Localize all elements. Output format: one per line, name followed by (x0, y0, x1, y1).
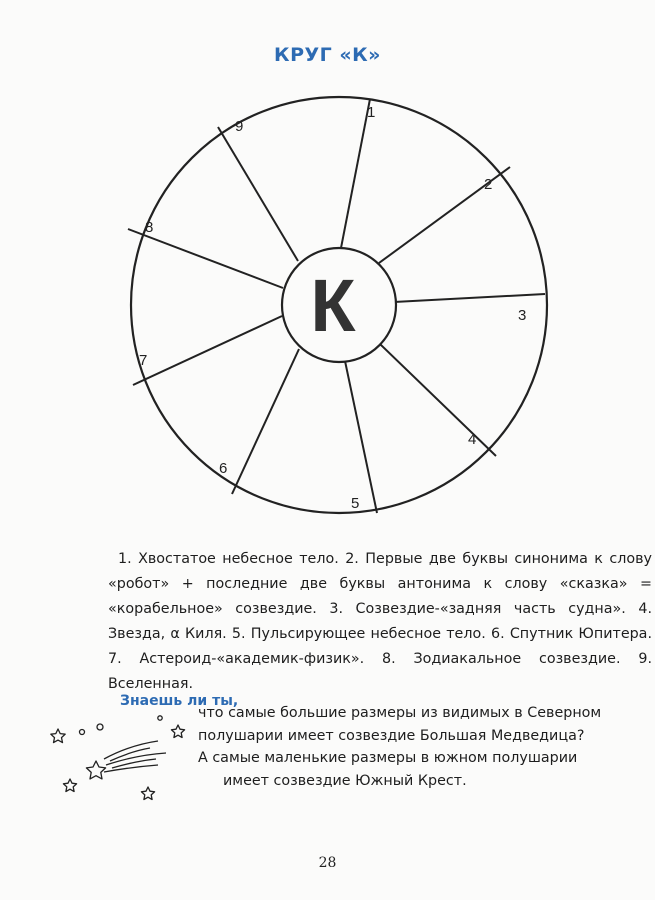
spoke (394, 294, 545, 302)
sector-number-2: 2 (484, 176, 493, 193)
sector-number-8: 8 (145, 219, 154, 236)
star-icon (141, 787, 154, 800)
spoke (133, 316, 282, 385)
dot-icon (97, 724, 103, 730)
spoke (218, 127, 298, 261)
dot-icon (158, 716, 162, 720)
did-you-know-text (198, 702, 643, 792)
fact-line: полушарии имеет созвездие Большая Медведица? (198, 727, 585, 744)
sector-number-7: 7 (139, 352, 148, 369)
spoke (380, 344, 496, 456)
spoke (232, 349, 299, 494)
shooting-star-illustration (40, 715, 190, 805)
sector-number-6: 6 (219, 460, 228, 477)
page-title: КРУГ «К» (274, 44, 381, 66)
spoke (128, 229, 283, 288)
fact-line: имеет созвездие Южный Крест. (223, 772, 467, 789)
sector-number-5: 5 (351, 495, 360, 512)
fact-line: что самые большие размеры из видимых в Северном (198, 705, 602, 721)
sector-number-9: 9 (235, 118, 244, 135)
star-icon (171, 725, 184, 738)
fact-line: А самые маленькие размеры в южном полушарии (198, 750, 578, 766)
spoke (345, 361, 377, 513)
star-icon (51, 729, 65, 743)
dot-icon (80, 730, 85, 735)
sector-number-4: 4 (468, 431, 477, 448)
clues-text (108, 547, 652, 697)
center-letter: К (310, 264, 356, 347)
star-icon (63, 779, 76, 792)
clues-paragraph: 1. Хвостатое небесное тело. 2. Первые две буквы синонима к слову «робот» + последние две буквы антонима к слову «сказка» = «корабельное» созвездие. 3. Созвездие-«задняя часть судна». 4. Звезда, α Киля. 5. Пульсирующее небесное тело. 6. Спутник Юпитера. 7. Астероид-«академик-физик». 8. Зодиакальное созвездие. 9. Вселенная. (108, 551, 652, 692)
spoke (341, 99, 370, 248)
page-number: 28 (318, 855, 337, 871)
shooting-star-icon (86, 761, 105, 779)
sector-number-1: 1 (367, 104, 376, 121)
sector-number-3: 3 (518, 307, 527, 324)
did-you-know-heading: Знаешь ли ты, (120, 693, 239, 709)
